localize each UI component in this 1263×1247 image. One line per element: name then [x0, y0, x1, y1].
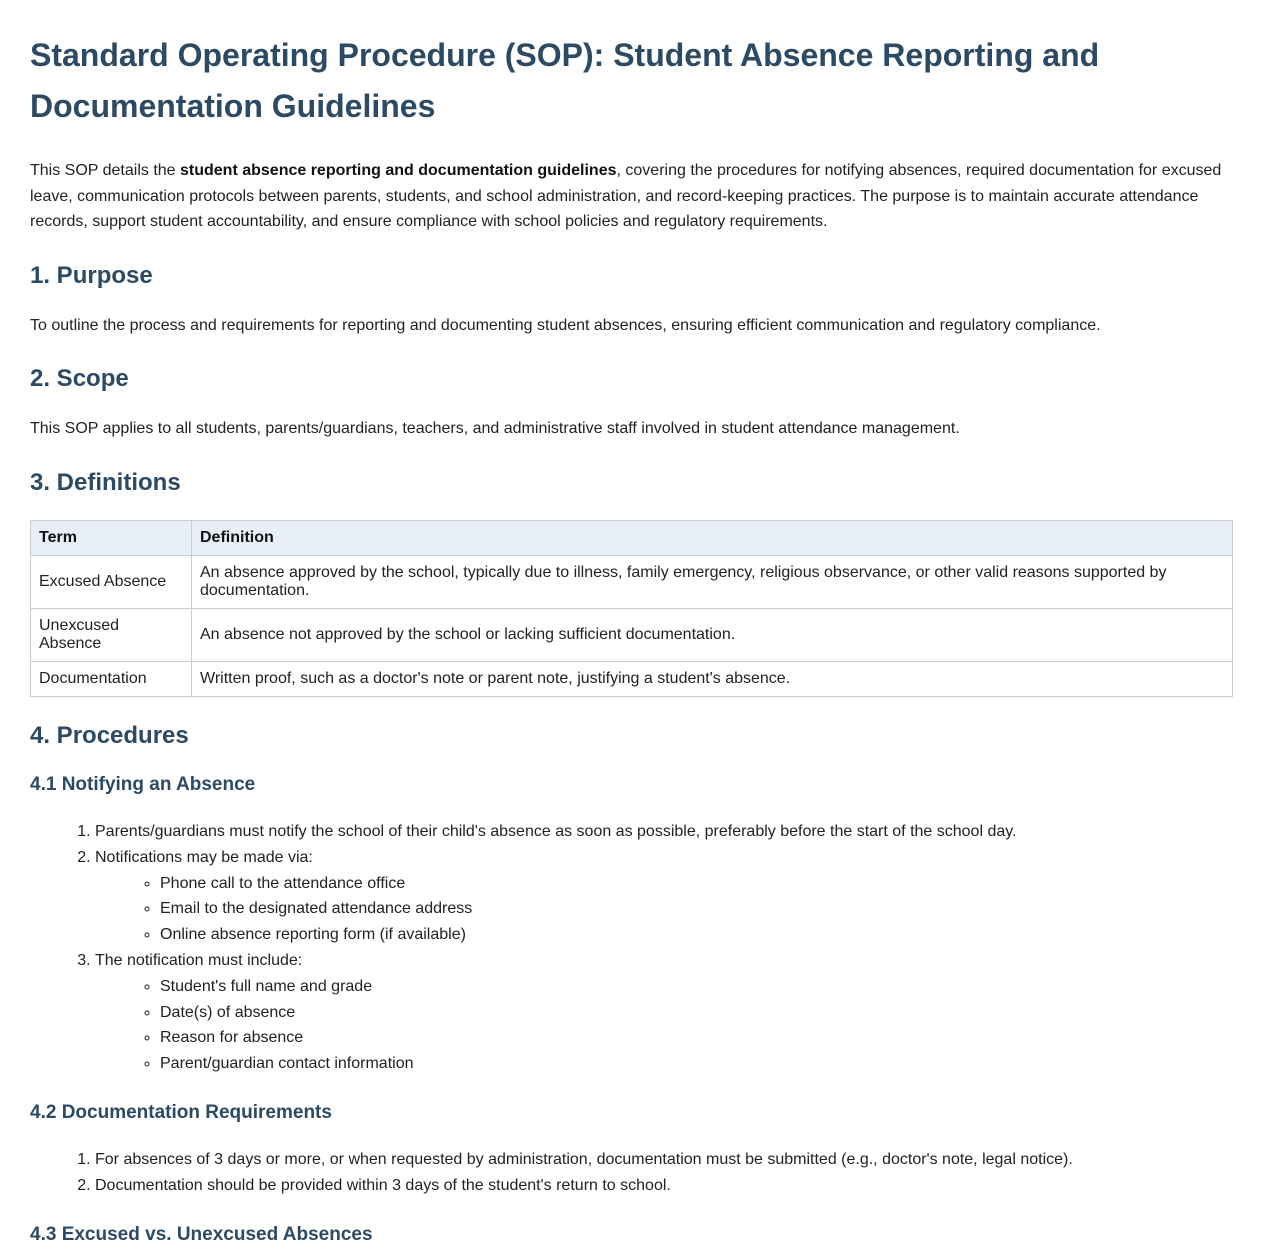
documentation-heading: 4.2 Documentation Requirements [30, 1101, 332, 1123]
definitions-table [30, 520, 1233, 697]
table-row [31, 555, 1233, 608]
list-item-text: Notifications may be made via: [95, 848, 313, 866]
scope-heading: 2. Scope [30, 365, 129, 393]
table-header-row [31, 520, 1233, 555]
list-item: 2. Documentation should be provided within 3 days of the student's return to school. [95, 1173, 1233, 1199]
documentation-steps-list [30, 1147, 1233, 1199]
list-item: ◦ Reason for absence [160, 1025, 1233, 1051]
list-item: 1. For absences of 3 days or more, or when requested by administration, documentation must be submitted (e.g., doctor's note, legal notice). [95, 1147, 1233, 1173]
header-term: Term [31, 520, 192, 555]
notifying-heading: 4.1 Notifying an Absence [30, 773, 256, 795]
header-definition: Definition [192, 520, 1233, 555]
definitions-heading: 3. Definitions [30, 468, 181, 496]
definition-cell: Written proof, such as a doctor's note or parent note, justifying a student's absence. [192, 661, 1233, 696]
page-title: Standard Operating Procedure (SOP): Student Absence Reporting and Documentation Guidelines [30, 37, 1100, 124]
intro-text-bold: student absence reporting and documentation guidelines [180, 162, 617, 179]
table-row [31, 661, 1233, 696]
list-item [95, 819, 1233, 845]
procedures-heading: 4. Procedures [30, 721, 189, 749]
list-item: ◦ Student's full name and grade [160, 974, 1233, 1000]
definition-cell: An absence approved by the school, typically due to illness, family emergency, religious observance, or other valid reasons supported by documentation. [192, 555, 1233, 608]
list-item-text: Parents/guardians must notify the school of their child's absence as soon as possible, preferably before the start of the school day. [95, 822, 1017, 840]
notifying-steps-list [30, 819, 1233, 1077]
list-item: ◦ Online absence reporting form (if available) [160, 922, 1233, 948]
intro-text-end: , covering the procedures for notifying absences, required documentation for excused leave, communication protocols between parents, students, and school administration, and record-keeping practices. The purpose is to maintain accurate attendance records, support student accountability, and ensure compliance with school policies and regulatory requirements. [30, 162, 1222, 231]
term-cell: Documentation [31, 661, 192, 696]
definition-cell: An absence not approved by the school or lacking sufficient documentation. [192, 608, 1233, 661]
table-row [31, 608, 1233, 661]
list-item: ◦ Email to the designated attendance address [160, 896, 1233, 922]
notification-methods-list [95, 871, 1233, 948]
intro-text-start: This SOP details the [30, 162, 180, 179]
purpose-text: To outline the process and requirements for reporting and documenting student absences, ensuring efficient communication and regulatory compliance. [30, 316, 1101, 334]
notification-contents-list [95, 974, 1233, 1077]
scope-text: This SOP applies to all students, parents/guardians, teachers, and administrative staff involved in student attendance management. [30, 420, 960, 438]
list-item [95, 948, 1233, 1077]
term-cell: Unexcused Absence [31, 608, 192, 661]
excused-heading: 4.3 Excused vs. Unexcused Absences [30, 1223, 373, 1245]
purpose-heading: 1. Purpose [30, 261, 153, 289]
list-item: ◦ Date(s) of absence [160, 1000, 1233, 1026]
term-cell: Excused Absence [31, 555, 192, 608]
list-item: ◦ Phone call to the attendance office [160, 871, 1233, 897]
list-item-text: The notification must include: [95, 951, 303, 969]
list-item [95, 845, 1233, 948]
intro-paragraph [30, 158, 1233, 235]
list-item: ◦ Parent/guardian contact information [160, 1051, 1233, 1077]
